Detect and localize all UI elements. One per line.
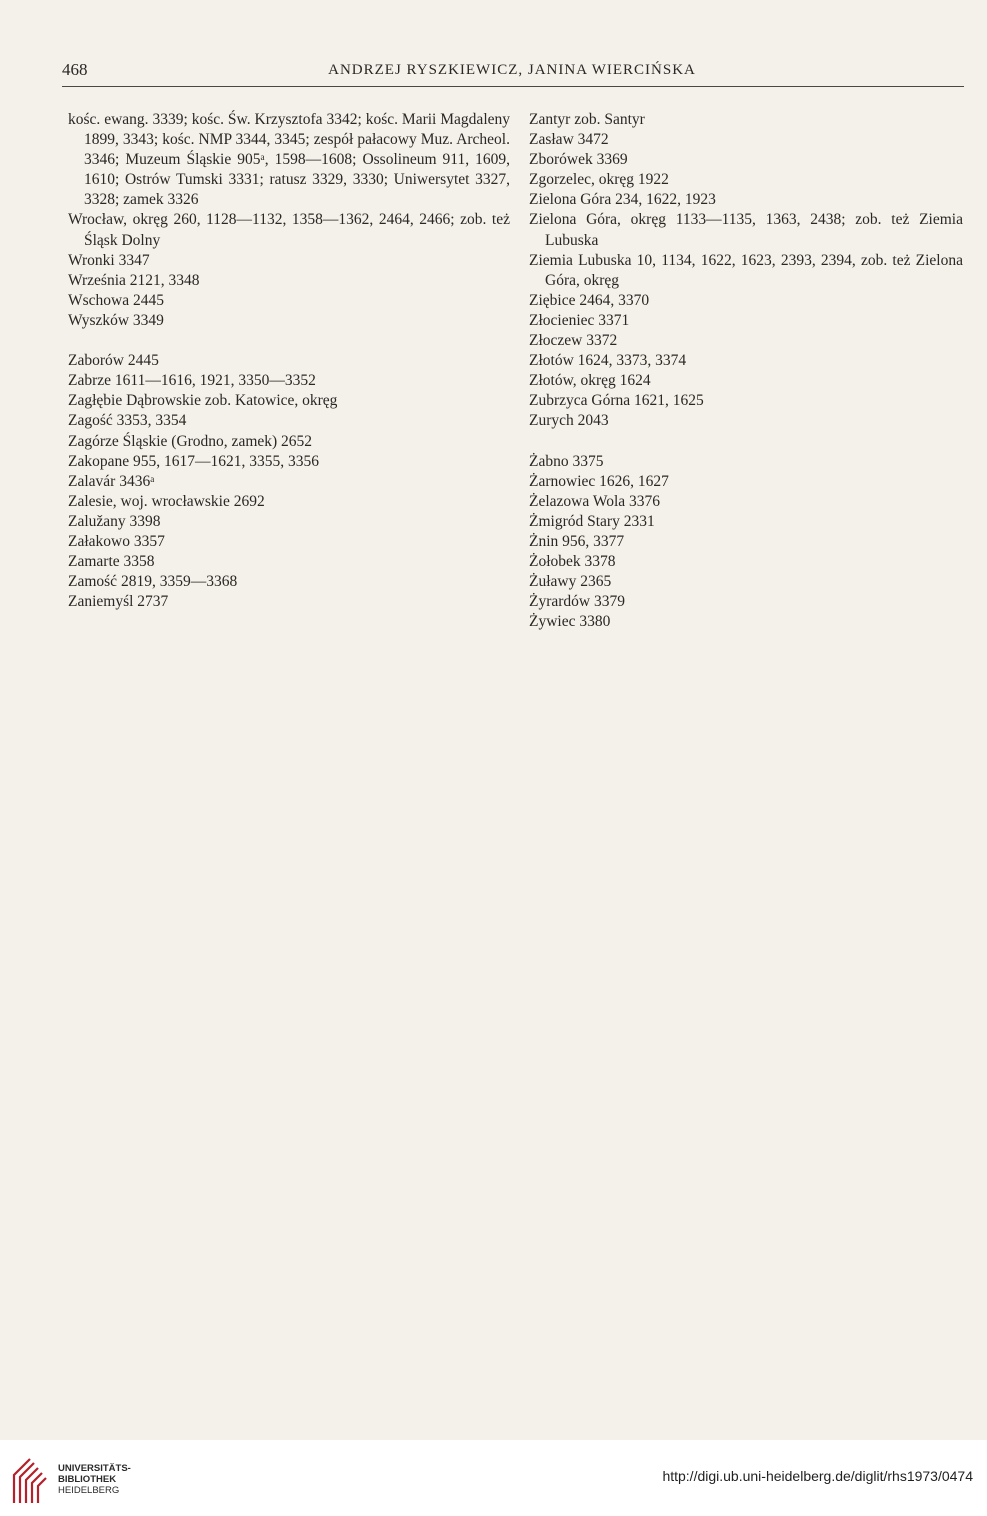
index-entry: Żabno 3375 — [529, 452, 604, 470]
index-entry: Wschowa 2445 — [68, 291, 164, 309]
library-line: UNIVERSITÄTS- — [58, 1463, 131, 1474]
index-entry: Ziębice 2464, 3370 — [529, 291, 650, 309]
index-entry: Zgorzelec, okręg 1922 — [529, 171, 669, 189]
index-entry: Żyrardów 3379 — [529, 593, 625, 611]
index-column-right — [529, 110, 963, 632]
index-entry: Zborówek 3369 — [529, 151, 628, 169]
section-gap — [529, 432, 963, 452]
index-column-left — [68, 110, 510, 612]
index-entry: Zurych 2043 — [529, 412, 609, 430]
index-entry: Zalesie, woj. wrocławskie 2692 — [68, 492, 265, 510]
library-name — [58, 1463, 131, 1496]
index-entry: Złotów 1624, 3373, 3374 — [529, 352, 687, 370]
source-url[interactable]: http://digi.ub.uni-heidelberg.de/diglit/rhs1973/0474 — [662, 1468, 973, 1484]
index-entry: Zamarte 3358 — [68, 553, 155, 571]
index-entry: Żelazowa Wola 3376 — [529, 492, 661, 510]
index-entry: Załakowo 3357 — [68, 532, 165, 550]
index-entry: Zaniemyśl 2737 — [68, 593, 169, 611]
index-entry: Zubrzyca Górna 1621, 1625 — [529, 392, 704, 410]
index-entry: Zakopane 955, 1617—1621, 3355, 3356 — [68, 452, 319, 470]
library-line: BIBLIOTHEK — [58, 1474, 117, 1485]
index-entry: Zasław 3472 — [529, 131, 609, 149]
header-rule — [62, 86, 964, 87]
index-entry: Zielona Góra 234, 1622, 1923 — [529, 191, 716, 209]
index-entry: Złocieniec 3371 — [529, 311, 630, 329]
index-entry: Ziemia Lubuska 10, 1134, 1622, 1623, 2393, 2394, zob. też Zielona Góra, okręg — [529, 251, 963, 289]
page-number: 468 — [62, 60, 88, 79]
index-entry: Zagórze Śląskie (Grodno, zamek) 2652 — [68, 432, 313, 450]
index-entry: Żołobek 3378 — [529, 553, 616, 571]
index-entry: Zalavár 3436ᵃ — [68, 472, 155, 490]
index-entry: Zaborów 2445 — [68, 352, 159, 370]
index-entry: Żmigród Stary 2331 — [529, 512, 655, 530]
index-entry: Zagłębie Dąbrowskie zob. Katowice, okręg — [68, 392, 338, 410]
section-gap — [68, 331, 510, 351]
digitization-footer — [0, 1440, 987, 1516]
running-title: ANDRZEJ RYSZKIEWICZ, JANINA WIERCIŃSKA — [328, 62, 696, 78]
index-entry: Zagość 3353, 3354 — [68, 412, 187, 430]
index-entry: kośc. ewang. 3339; kośc. Św. Krzysztofa 3342; kośc. Marii Magdaleny 1899, 3343; kośc. NMP 3344, 3345; zespół pałacowy Muz. Archeol. 3346; Muzeum Śląskie 905ᵃ, 1598—1608; Ossolineum 911, 1609, 1610; Ostrów Tumski 3331; ratusz 3329, 3330; Uniwersytet 3327, 3328; zamek 3326 — [68, 111, 510, 209]
index-entry: Zabrze 1611—1616, 1921, 3350—3352 — [68, 372, 316, 390]
index-entry: Wronki 3347 — [68, 251, 150, 269]
library-line: HEIDELBERG — [58, 1485, 120, 1496]
index-entry: Złotów, okręg 1624 — [529, 372, 651, 390]
running-header — [62, 60, 962, 84]
index-entry: Żarnowiec 1626, 1627 — [529, 472, 669, 490]
index-entry: Żnin 956, 3377 — [529, 532, 625, 550]
index-entry: Wyszków 3349 — [68, 311, 164, 329]
index-entry: Żuławy 2365 — [529, 573, 612, 591]
index-entry: Żywiec 3380 — [529, 613, 611, 631]
index-entry: Zantyr zob. Santyr — [529, 111, 645, 128]
index-entry: Zalužany 3398 — [68, 512, 161, 530]
index-entry: Zamość 2819, 3359—3368 — [68, 573, 238, 591]
index-entry: Złoczew 3372 — [529, 332, 618, 350]
index-entry: Września 2121, 3348 — [68, 271, 200, 289]
index-entry: Zielona Góra, okręg 1133—1135, 1363, 2438; zob. też Ziemia Lubuska — [529, 211, 963, 249]
library-logo-icon — [10, 1455, 50, 1505]
index-entry: Wrocław, okręg 260, 1128—1132, 1358—1362, 2464, 2466; zob. też Śląsk Dolny — [68, 211, 510, 249]
